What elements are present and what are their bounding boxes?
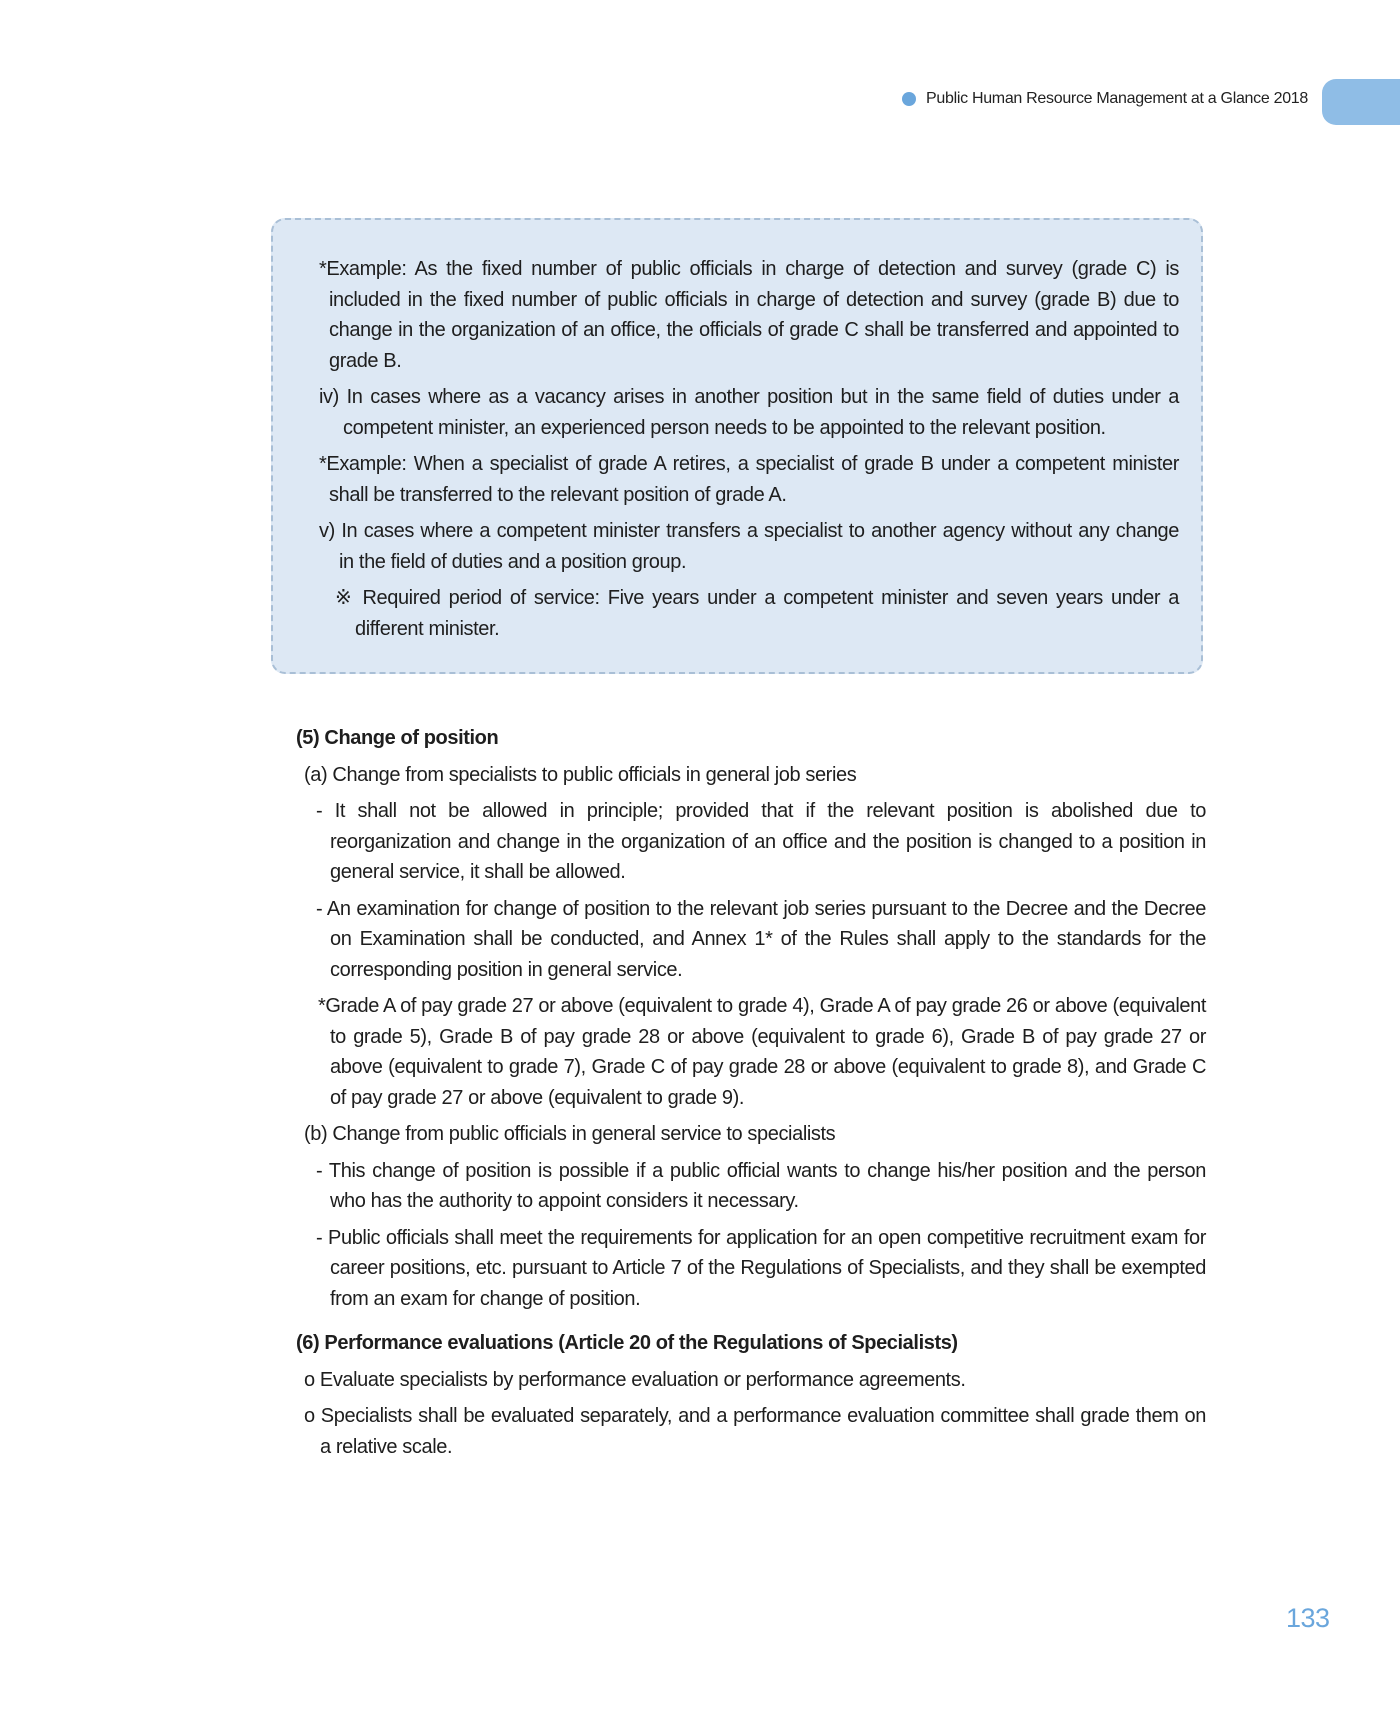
running-header-title: Public Human Resource Management at a Glance 2018 (926, 90, 1308, 107)
example-box (271, 218, 1203, 674)
page-number: 133 (1286, 1603, 1330, 1633)
list-item: - This change of position is possible if a public official wants to change his/her position and the person who has the authority to appoint considers it necessary. (316, 1159, 1206, 1212)
list-item: o Specialists shall be evaluated separately, and a performance evaluation committee shall grade them on a relative scale. (304, 1405, 1206, 1458)
list-item: - An examination for change of position to the relevant job series pursuant to the Decree and the Decree on Examination shall be conducted, and Annex 1* of the Rules shall apply to the standards for the corresponding position in general service. (316, 897, 1206, 981)
bullet-dot-icon (902, 92, 916, 106)
box-paragraph: ※ Required period of service: Five years under a competent minister and seven years under a different minister. (335, 587, 1179, 640)
box-paragraph: *Example: When a specialist of grade A retires, a specialist of grade B under a competent minister shall be transferred to the relevant position of grade A. (319, 453, 1179, 506)
box-paragraph: v) In cases where a competent minister transfers a specialist to another agency without any change in the field of duties and a position group. (319, 520, 1179, 573)
main-content (296, 723, 1206, 1468)
list-item: - It shall not be allowed in principle; provided that if the relevant position is abolished due to reorganization and change in the organization of an office and the position is changed to a position in general service, it shall be allowed. (316, 800, 1206, 883)
section-heading-5: (5) Change of position (296, 727, 499, 749)
side-tab-marker (1322, 79, 1400, 125)
list-item: o Evaluate specialists by performance evaluation or performance agreements. (304, 1368, 966, 1391)
list-item: - Public officials shall meet the requirements for application for an open competitive recruitment exam for career positions, etc. pursuant to Article 7 of the Regulations of Specialists, and they shall be exempted from an exam for change of position. (316, 1226, 1206, 1310)
subheading-a: (a) Change from specialists to public officials in general job series (304, 763, 857, 786)
box-paragraph: iv) In cases where as a vacancy arises in another position but in the same field of duties under a competent minister, an experienced person needs to be appointed to the relevant position. (319, 386, 1179, 439)
list-item: *Grade A of pay grade 27 or above (equivalent to grade 4), Grade A of pay grade 26 or above (equivalent to grade 5), Grade B of pay grade 28 or above (equivalent to grade 6), Grade B of pay grade 27 or above (equivalent to grade 7), Grade C of pay grade 28 or above (equivalent to grade 8), and Grade C of pay grade 27 or above (equivalent to grade 9). (318, 995, 1206, 1109)
box-paragraph: *Example: As the fixed number of public officials in charge of detection and survey (grade C) is included in the fixed number of public officials in charge of detection and survey (grade B) due to change in the organization of an office, the officials of grade C shall be transferred and appointed to grade B. (319, 258, 1179, 372)
subheading-b: (b) Change from public officials in general service to specialists (304, 1123, 836, 1145)
running-header (902, 90, 1308, 108)
section-heading-6: (6) Performance evaluations (Article 20 of the Regulations of Specialists) (296, 1332, 958, 1354)
